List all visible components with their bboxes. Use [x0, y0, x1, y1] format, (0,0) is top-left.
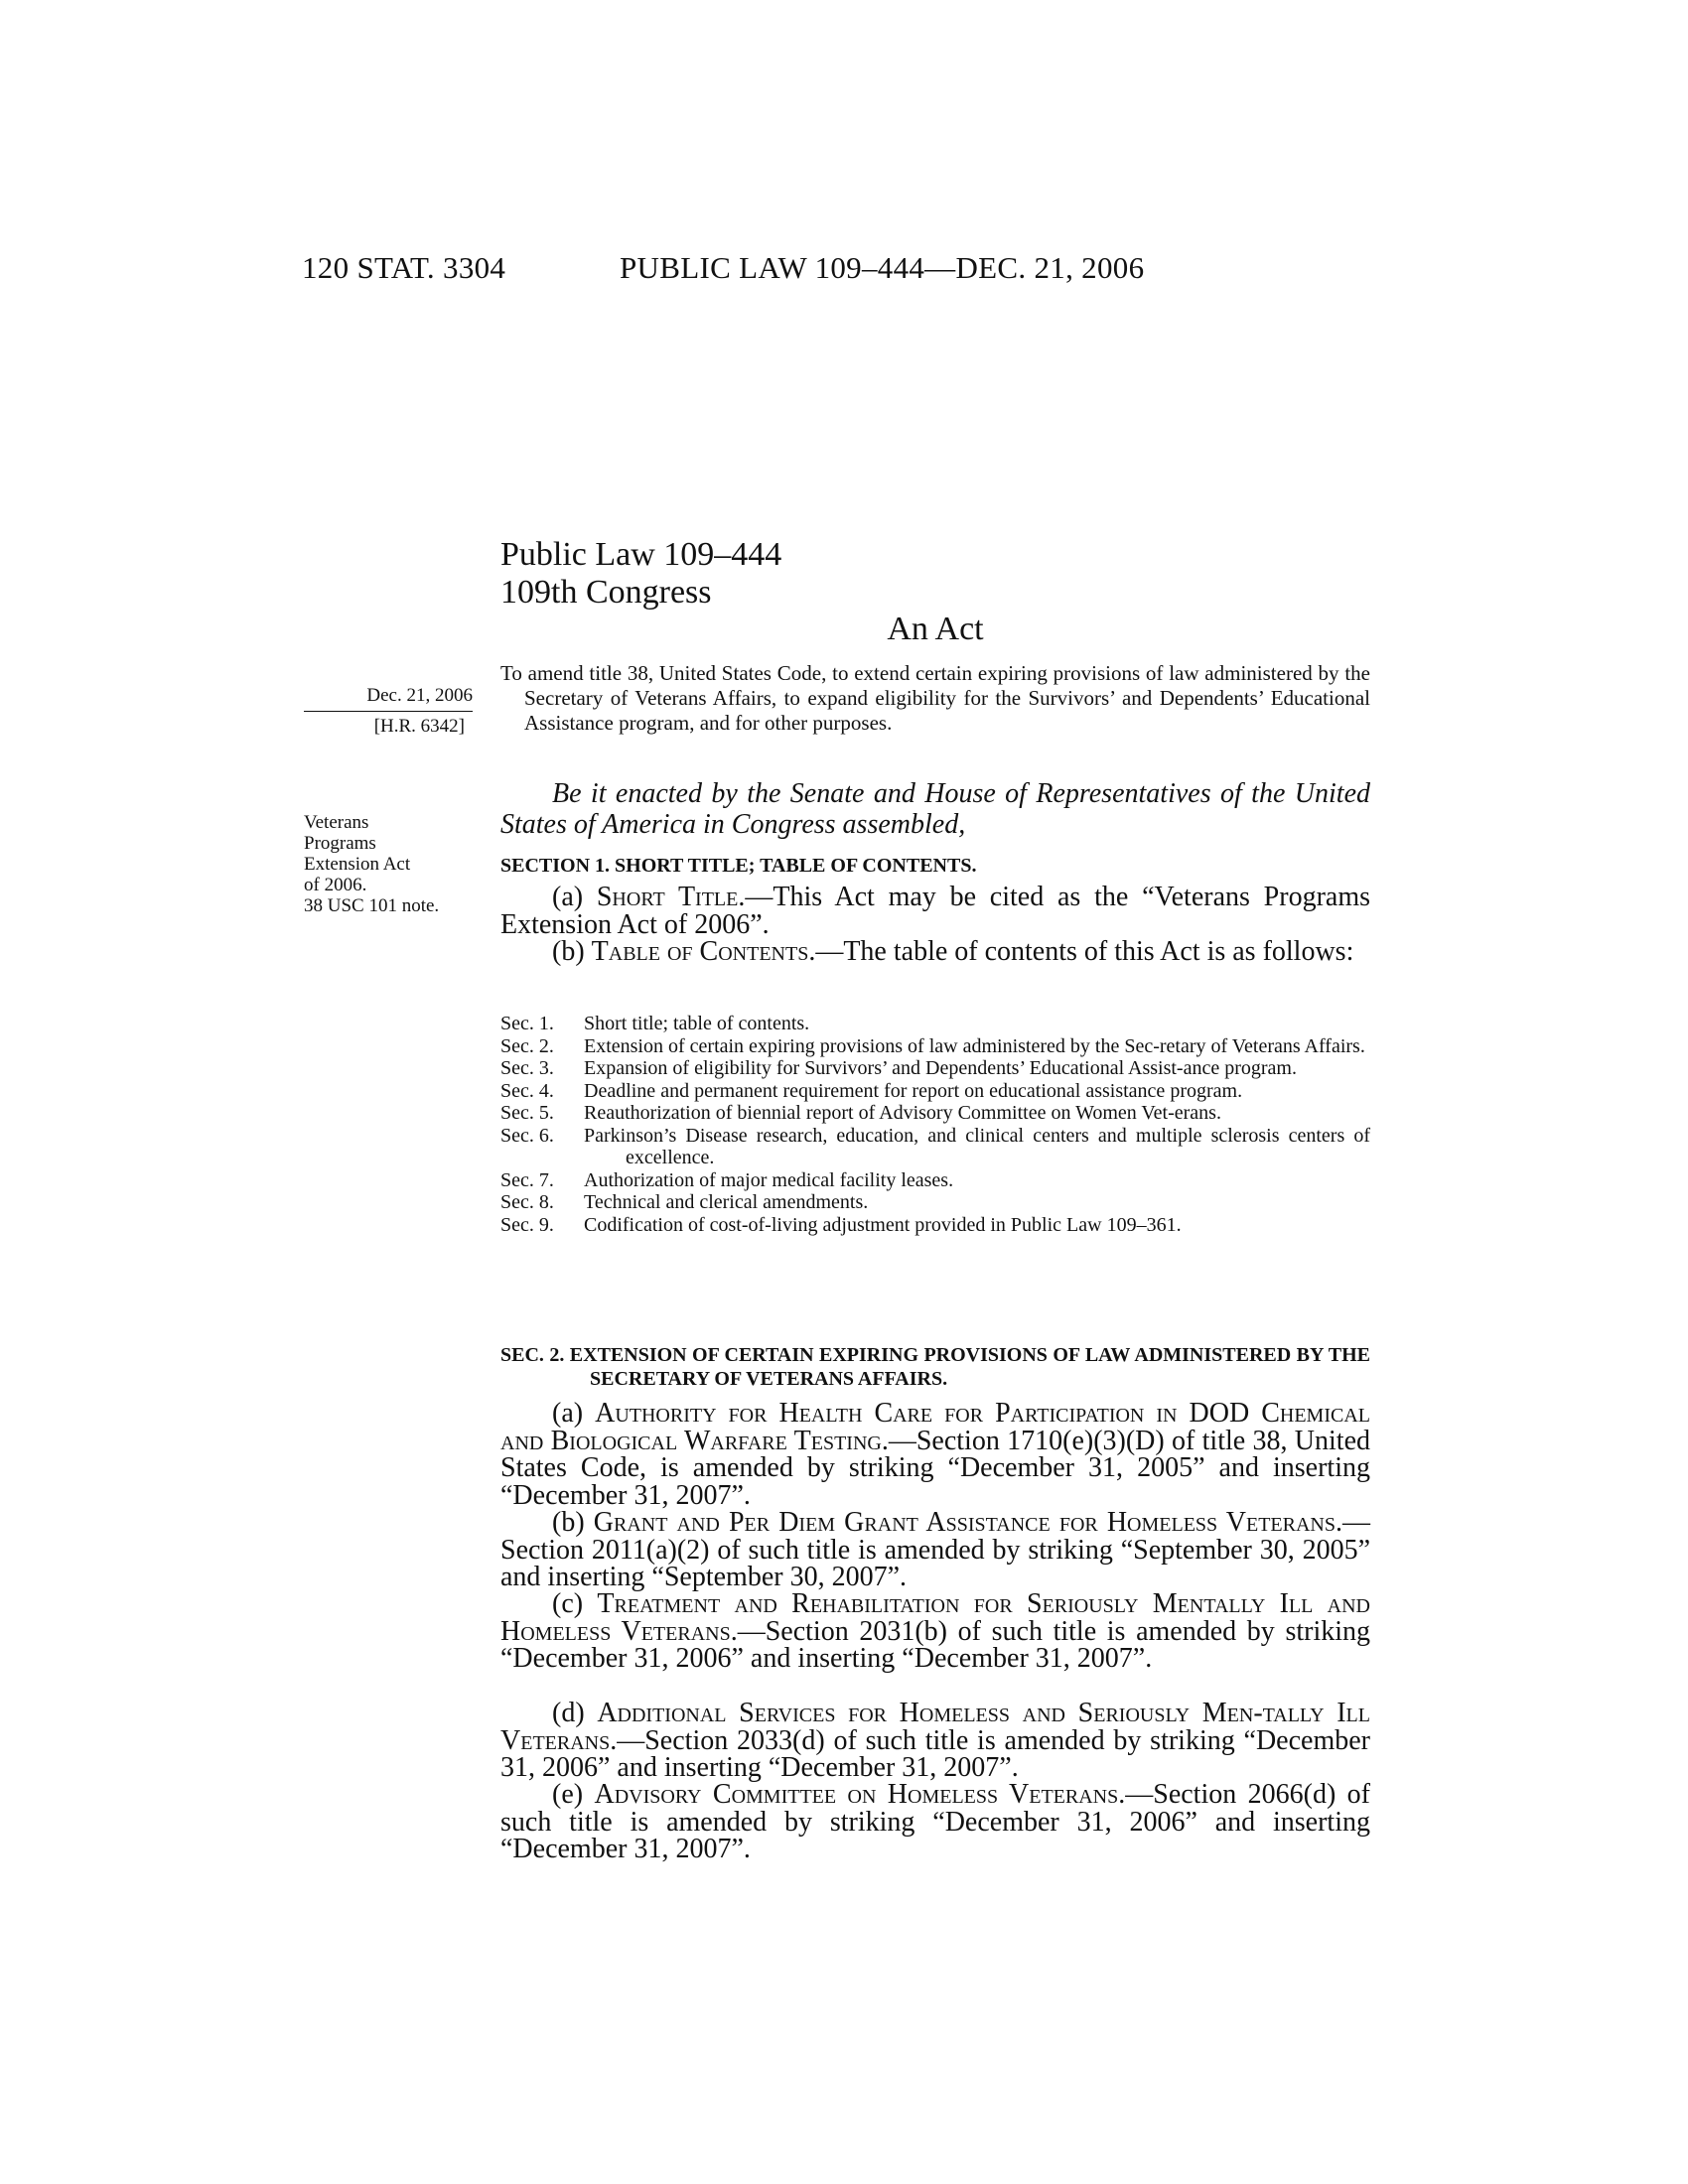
toc-row	[500, 1125, 1370, 1169]
paragraph-text: .—Section 1710(e)(3)(D) of title 38, United States Code, is amended by striking “December 31, 2005” and inserting “December 31, 2007”.	[500, 1425, 1370, 1511]
toc-number: Sec. 2.	[500, 1034, 554, 1057]
table-of-contents	[500, 1013, 1370, 1236]
paragraph-text: .—Section 2066(d) of such title is amended by striking “December 31, 2006” and inserting “December 31, 2007”.	[500, 1779, 1371, 1864]
toc-row	[500, 1169, 1370, 1192]
law-title-block	[500, 536, 781, 612]
toc-row	[500, 1102, 1370, 1125]
paragraph-text: .—The table of contents of this Act is as follows:	[808, 936, 1354, 967]
margin-date-block	[304, 685, 473, 737]
toc-number: Sec. 9.	[500, 1213, 554, 1236]
congress-number: 109th Congress	[500, 574, 712, 611]
paragraph-caption: Advisory Committee on Homeless Veterans	[594, 1779, 1119, 1810]
toc-number: Sec. 4.	[500, 1079, 554, 1102]
margin-note-line: Veterans	[304, 812, 369, 833]
enacting-clause: Be it enacted by the Senate and House of Representatives of the United States of America in Congress assembled,	[500, 778, 1370, 840]
paragraph-caption: Table of Contents	[591, 936, 809, 967]
act-heading: An Act	[887, 611, 984, 647]
margin-note-line: Extension Act	[304, 854, 411, 875]
paragraph-text: .—Section 2033(d) of such title is amended by striking “December 31, 2006” and inserting “December 31, 2007”.	[500, 1724, 1370, 1783]
paragraph-label: (c)	[552, 1588, 598, 1619]
toc-number: Sec. 3.	[500, 1057, 554, 1079]
section-1-paragraph-b	[500, 938, 1370, 966]
toc-text: Authorization of major medical facility leases.	[584, 1168, 954, 1191]
section-2-heading: SEC. 2. EXTENSION OF CERTAIN EXPIRING PROVISIONS OF LAW ADMINISTERED BY THE SECRETARY OF VETERANS AFFAIRS.	[500, 1344, 1370, 1390]
section-2-paragraph-a	[500, 1400, 1370, 1509]
toc-row	[500, 1057, 1370, 1080]
toc-number: Sec. 1.	[500, 1013, 554, 1034]
paragraph-text: .—This Act may be cited as the “Veterans Programs Extension Act of 2006”.	[500, 882, 1370, 940]
toc-row	[500, 1214, 1370, 1237]
toc-text: Reauthorization of biennial report of Advisory Committee on Women Vet-erans.	[584, 1102, 1221, 1124]
law-date-header: PUBLIC LAW 109–444—DEC. 21, 2006	[620, 250, 1145, 285]
purpose-statement: To amend title 38, United States Code, to extend certain expiring provisions of law administered by the Secretary of Veterans Affairs, to expand eligibility for the Survivors’ and Dependents’ Educational Assistance program, and for other purposes.	[500, 661, 1370, 735]
toc-number: Sec. 6.	[500, 1124, 554, 1147]
paragraph-label: (b)	[552, 1507, 594, 1538]
margin-note	[304, 812, 483, 916]
margin-note-line: 38 USC 101 note.	[304, 895, 440, 916]
paragraph-label: (a)	[552, 1398, 596, 1429]
section-1-paragraph-a	[500, 884, 1370, 938]
section-2-paragraph-e	[500, 1781, 1370, 1863]
toc-text: Deadline and permanent requirement for report on educational assistance program.	[584, 1079, 1243, 1102]
paragraph-label: (a)	[552, 882, 597, 912]
toc-text: Technical and clerical amendments.	[584, 1191, 869, 1213]
margin-note-line: of 2006.	[304, 875, 367, 895]
section-2-paragraph-b	[500, 1509, 1370, 1591]
section-2-paragraph-c	[500, 1590, 1370, 1673]
toc-row	[500, 1013, 1370, 1035]
paragraph-label: (e)	[552, 1779, 595, 1810]
toc-number: Sec. 8.	[500, 1191, 554, 1213]
paragraph-caption: Short Title	[596, 882, 739, 912]
toc-number: Sec. 5.	[500, 1102, 554, 1124]
margin-date: Dec. 21, 2006	[366, 685, 473, 706]
section-2-paragraph-d	[500, 1700, 1370, 1782]
margin-bill-number: [H.R. 6342]	[373, 716, 465, 737]
paragraph-label: (b)	[552, 936, 592, 967]
paragraph-text: .—Section 2031(b) of such title is amended by striking “December 31, 2006” and inserting “December 31, 2007”.	[500, 1615, 1371, 1674]
public-law-number: Public Law 109–444	[500, 536, 782, 573]
paragraph-caption: Grant and Per Diem Grant Assistance for Homeless Veterans	[593, 1507, 1336, 1538]
toc-row	[500, 1035, 1370, 1058]
toc-text: Parkinson’s Disease research, education, and clinical centers and multiple sclerosis centers of excellence.	[584, 1124, 1370, 1168]
toc-row	[500, 1080, 1370, 1103]
margin-note-line: Programs	[304, 833, 376, 854]
toc-number: Sec. 7.	[500, 1168, 554, 1191]
toc-text: Extension of certain expiring provisions of law administered by the Sec-retary of Veterans Affairs.	[584, 1034, 1365, 1057]
section-1-heading: SECTION 1. SHORT TITLE; TABLE OF CONTENTS.	[500, 855, 977, 877]
toc-text: Codification of cost-of-living adjustment provided in Public Law 109–361.	[584, 1213, 1182, 1236]
toc-text: Expansion of eligibility for Survivors’ and Dependents’ Educational Assist-ance program.	[584, 1057, 1297, 1079]
paragraph-caption: Treatment and Rehabilitation for Seriously Mentally Ill and Homeless Veterans	[500, 1588, 1370, 1647]
toc-text: Short title; table of contents.	[584, 1013, 810, 1034]
toc-row	[500, 1191, 1370, 1214]
paragraph-text: .—Section 2011(a)(2) of such title is amended by striking “September 30, 2005” and inserting “September 30, 2007”.	[500, 1507, 1370, 1592]
paragraph-caption: Additional Services for Homeless and Seriously Men-tally Ill Veterans	[500, 1698, 1370, 1756]
paragraph-caption: Authority for Health Care for Participation in DOD Chemical and Biological Warfare Testing	[500, 1398, 1370, 1456]
paragraph-label: (d)	[552, 1698, 598, 1728]
stat-citation: 120 STAT. 3304	[302, 250, 506, 285]
